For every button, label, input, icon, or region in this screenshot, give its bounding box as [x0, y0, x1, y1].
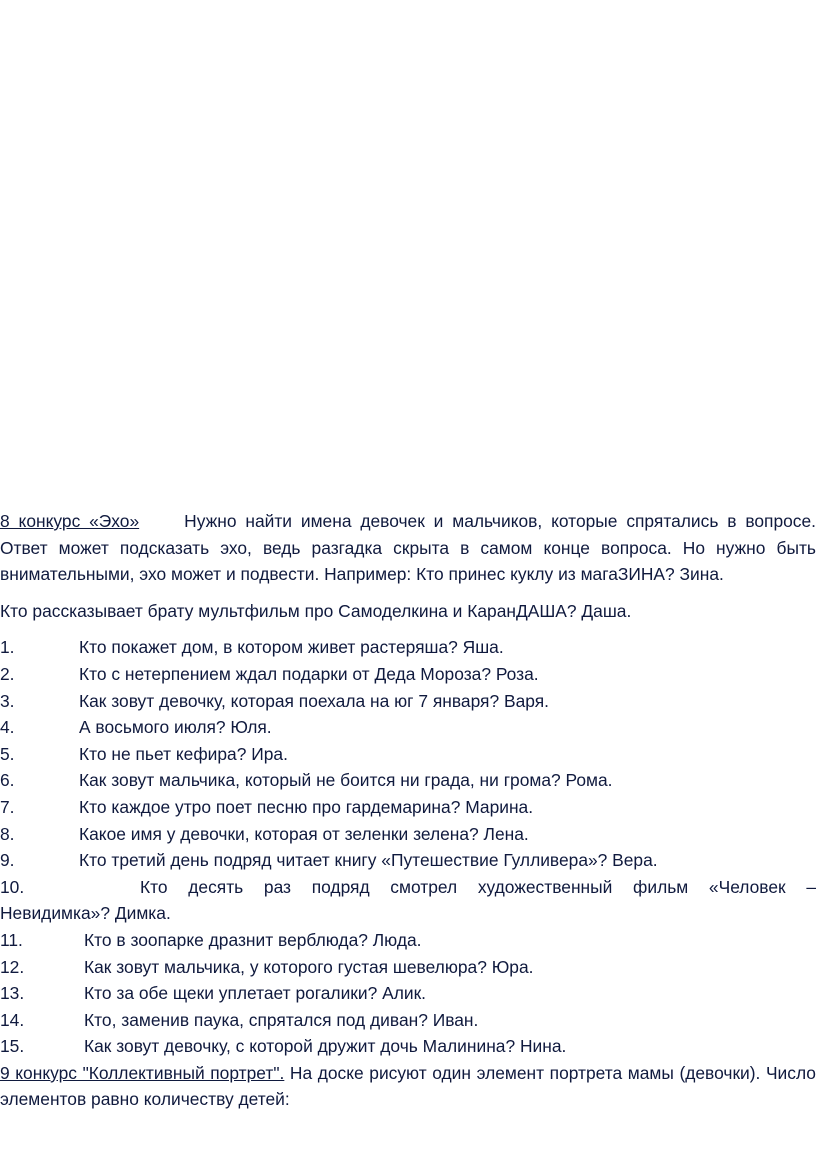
list-item-10 — [0, 874, 816, 901]
item-number: 14. — [0, 1009, 25, 1030]
item-text: Кто каждое утро поет песню про гардемарина? Марина. — [79, 796, 534, 817]
item-text: Кто не пьет кефира? Ира. — [79, 743, 288, 764]
contest-9-title: 9 конкурс "Коллективный портрет". — [0, 1062, 285, 1083]
list-item — [0, 794, 816, 821]
list-item — [0, 954, 816, 981]
list-item — [0, 767, 816, 794]
contest-8-intro: Нужно найти имена девочек и мальчиков, которые спрятались в вопросе. Ответ может подсказать эхо, ведь разгадка скрыта в самом конце вопроса. Но нужно быть внимательными, эхо может и подвести. Например: Кто принес куклу из магаЗИНА? Зина. — [0, 511, 816, 585]
list-item — [0, 927, 816, 954]
item-number: 1. — [0, 637, 15, 658]
list-item — [0, 661, 816, 688]
item-number: 3. — [0, 690, 15, 711]
item-text: Как зовут девочку, которая поехала на юг 7 января? Варя. — [79, 690, 549, 711]
list-item — [0, 741, 816, 768]
list-item — [0, 714, 816, 741]
list-item — [0, 821, 816, 848]
item-number: 9. — [0, 850, 15, 871]
list-item — [0, 1007, 816, 1034]
item-text: Как зовут мальчика, который не боится ни града, ни грома? Рома. — [79, 770, 613, 791]
item-number: 8. — [0, 823, 15, 844]
item-text: А восьмого июля? Юля. — [79, 717, 272, 738]
item-text: Как зовут мальчика, у которого густая шевелюра? Юра. — [84, 956, 534, 977]
question-list — [0, 634, 816, 1060]
item-number: 12. — [0, 956, 25, 977]
item-text: Как зовут девочку, с которой дружит дочь Малинина? Нина. — [84, 1036, 567, 1057]
list-item — [0, 634, 816, 661]
item-number: 10. — [0, 876, 25, 897]
contest-8-paragraph — [0, 508, 816, 588]
list-item — [0, 847, 816, 874]
item-number: 6. — [0, 770, 15, 791]
item-number: 7. — [0, 796, 15, 817]
list-item — [0, 688, 816, 715]
item-number: 4. — [0, 717, 15, 738]
list-item — [0, 1033, 816, 1060]
item-number: 11. — [0, 929, 23, 950]
contest-9-text: На доске рисуют один элемент портрета мамы (девочки). Число элементов равно количеству детей: — [0, 1062, 816, 1110]
item-number: 2. — [0, 663, 15, 684]
item-number: 13. — [0, 983, 25, 1004]
item-text: Кто в зоопарке дразнит верблюда? Люда. — [84, 929, 422, 950]
contest-8-title: 8 конкурс «Эхо» — [0, 511, 140, 531]
item-text: Кто за обе щеки уплетает рогалики? Алик. — [84, 983, 427, 1004]
item-text: Кто с нетерпением ждал подарки от Деда Мороза? Роза. — [79, 663, 539, 684]
list-item — [0, 980, 816, 1007]
item-text: Кто, заменив паука, спрятался под диван? Иван. — [84, 1009, 479, 1030]
item-text: Какое имя у девочки, которая от зеленки зелена? Лена. — [79, 823, 529, 844]
item-text: Кто третий день подряд читает книгу «Путешествие Гулливера»? Вера. — [79, 850, 658, 871]
item-text: Кто покажет дом, в котором живет растеряша? Яша. — [79, 637, 504, 658]
list-item-10-continued: Невидимка»? Димка. — [0, 903, 171, 924]
contest-9-paragraph — [0, 1060, 816, 1113]
item-number: 5. — [0, 743, 15, 764]
contest-8-example: Кто рассказывает брату мультфильм про Самоделкина и КаранДАША? Даша. — [0, 600, 632, 621]
document-body — [0, 508, 816, 1113]
item-text: Кто десять раз подряд смотрел художественный фильм «Человек – — [140, 876, 816, 897]
item-number: 15. — [0, 1036, 25, 1057]
